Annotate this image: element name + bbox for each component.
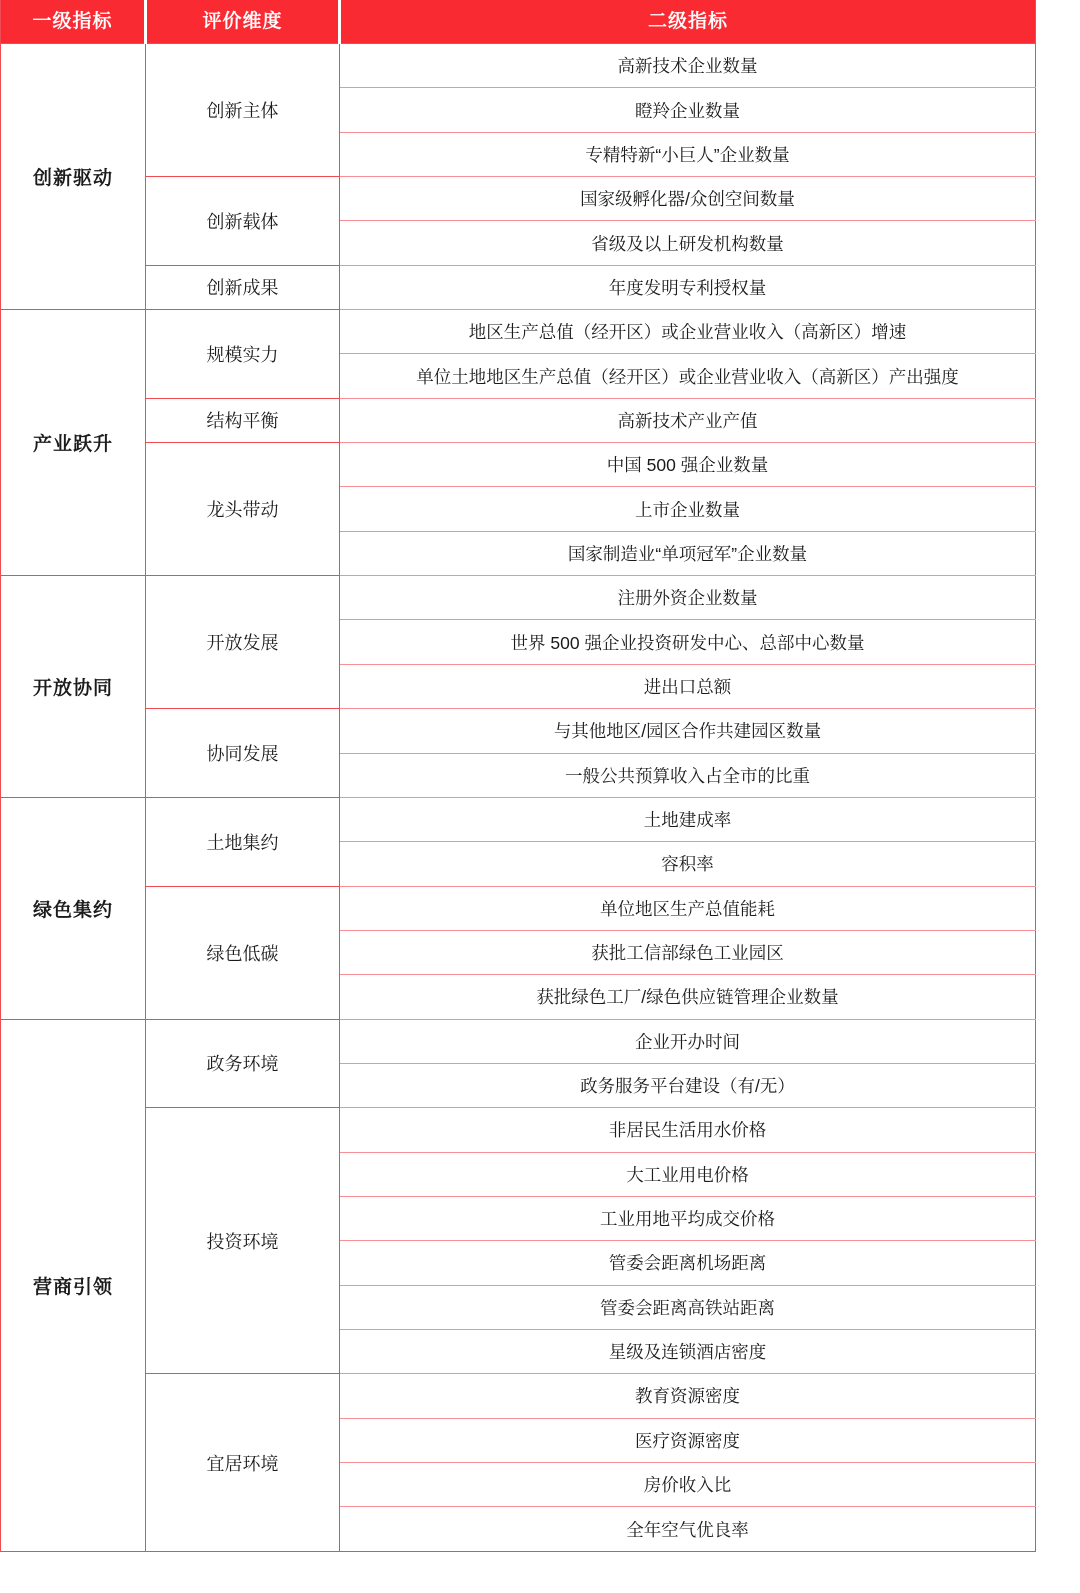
table-row — [1, 398, 1036, 442]
dimension-cell: 规模实力 — [146, 310, 340, 399]
level2-indicator-cell: 进出口总额 — [340, 664, 1036, 708]
dimension-cell: 龙头带动 — [146, 443, 340, 576]
level1-indicator-cell: 创新驱动 — [1, 44, 146, 310]
level2-indicator-cell: 专精特新“小巨人”企业数量 — [340, 132, 1036, 176]
level2-indicator-cell: 房价收入比 — [340, 1463, 1036, 1507]
level2-indicator-cell: 医疗资源密度 — [340, 1418, 1036, 1462]
table-body — [1, 44, 1036, 1552]
level1-indicator-cell: 营商引领 — [1, 1019, 146, 1551]
level2-indicator-cell: 世界 500 强企业投资研发中心、总部中心数量 — [340, 620, 1036, 664]
level1-indicator-cell: 绿色集约 — [1, 797, 146, 1019]
level2-indicator-cell: 政务服务平台建设（有/无） — [340, 1063, 1036, 1107]
level2-indicator-cell: 地区生产总值（经开区）或企业营业收入（高新区）增速 — [340, 310, 1036, 354]
level1-indicator-cell: 开放协同 — [1, 576, 146, 798]
level2-indicator-cell: 注册外资企业数量 — [340, 576, 1036, 620]
level2-indicator-cell: 高新技术企业数量 — [340, 44, 1036, 88]
level2-indicator-cell: 省级及以上研发机构数量 — [340, 221, 1036, 265]
table-row — [1, 265, 1036, 309]
level1-indicator-cell: 产业跃升 — [1, 310, 146, 576]
dimension-cell: 绿色低碳 — [146, 886, 340, 1019]
level2-indicator-cell: 全年空气优良率 — [340, 1507, 1036, 1551]
level2-indicator-cell: 土地建成率 — [340, 797, 1036, 841]
table-row — [1, 44, 1036, 88]
level2-indicator-cell: 中国 500 强企业数量 — [340, 443, 1036, 487]
level2-indicator-cell: 高新技术产业产值 — [340, 398, 1036, 442]
table-row — [1, 1019, 1036, 1063]
level2-indicator-cell: 工业用地平均成交价格 — [340, 1196, 1036, 1240]
level2-indicator-cell: 瞪羚企业数量 — [340, 88, 1036, 132]
dimension-cell: 政务环境 — [146, 1019, 340, 1108]
level2-indicator-cell: 获批工信部绿色工业园区 — [340, 930, 1036, 974]
level2-indicator-cell: 国家级孵化器/众创空间数量 — [340, 177, 1036, 221]
level2-indicator-cell: 星级及连锁酒店密度 — [340, 1329, 1036, 1373]
column-header-dimension: 评价维度 — [146, 0, 340, 44]
dimension-cell: 投资环境 — [146, 1108, 340, 1374]
dimension-cell: 创新主体 — [146, 44, 340, 177]
level2-indicator-cell: 与其他地区/园区合作共建园区数量 — [340, 709, 1036, 753]
level2-indicator-cell: 管委会距离机场距离 — [340, 1241, 1036, 1285]
table-row — [1, 1374, 1036, 1418]
header-row — [1, 0, 1036, 44]
level2-indicator-cell: 单位土地地区生产总值（经开区）或企业营业收入（高新区）产出强度 — [340, 354, 1036, 398]
level2-indicator-cell: 单位地区生产总值能耗 — [340, 886, 1036, 930]
dimension-cell: 创新载体 — [146, 177, 340, 266]
table-row — [1, 886, 1036, 930]
dimension-cell: 协同发展 — [146, 709, 340, 798]
dimension-cell: 宜居环境 — [146, 1374, 340, 1551]
column-header-level1: 一级指标 — [1, 0, 146, 44]
table-row — [1, 709, 1036, 753]
table-row — [1, 576, 1036, 620]
table-row — [1, 797, 1036, 841]
table-header — [1, 0, 1036, 44]
table-row — [1, 443, 1036, 487]
level2-indicator-cell: 容积率 — [340, 842, 1036, 886]
level2-indicator-cell: 大工业用电价格 — [340, 1152, 1036, 1196]
level2-indicator-cell: 获批绿色工厂/绿色供应链管理企业数量 — [340, 975, 1036, 1019]
dimension-cell: 土地集约 — [146, 797, 340, 886]
level2-indicator-cell: 非居民生活用水价格 — [340, 1108, 1036, 1152]
dimension-cell: 创新成果 — [146, 265, 340, 309]
level2-indicator-cell: 教育资源密度 — [340, 1374, 1036, 1418]
level2-indicator-cell: 管委会距离高铁站距离 — [340, 1285, 1036, 1329]
level2-indicator-cell: 年度发明专利授权量 — [340, 265, 1036, 309]
column-header-level2: 二级指标 — [340, 0, 1036, 44]
dimension-cell: 开放发展 — [146, 576, 340, 709]
table-row — [1, 177, 1036, 221]
level2-indicator-cell: 上市企业数量 — [340, 487, 1036, 531]
level2-indicator-cell: 一般公共预算收入占全市的比重 — [340, 753, 1036, 797]
dimension-cell: 结构平衡 — [146, 398, 340, 442]
table-row — [1, 1108, 1036, 1152]
level2-indicator-cell: 企业开办时间 — [340, 1019, 1036, 1063]
table-row — [1, 310, 1036, 354]
level2-indicator-cell: 国家制造业“单项冠军”企业数量 — [340, 531, 1036, 575]
